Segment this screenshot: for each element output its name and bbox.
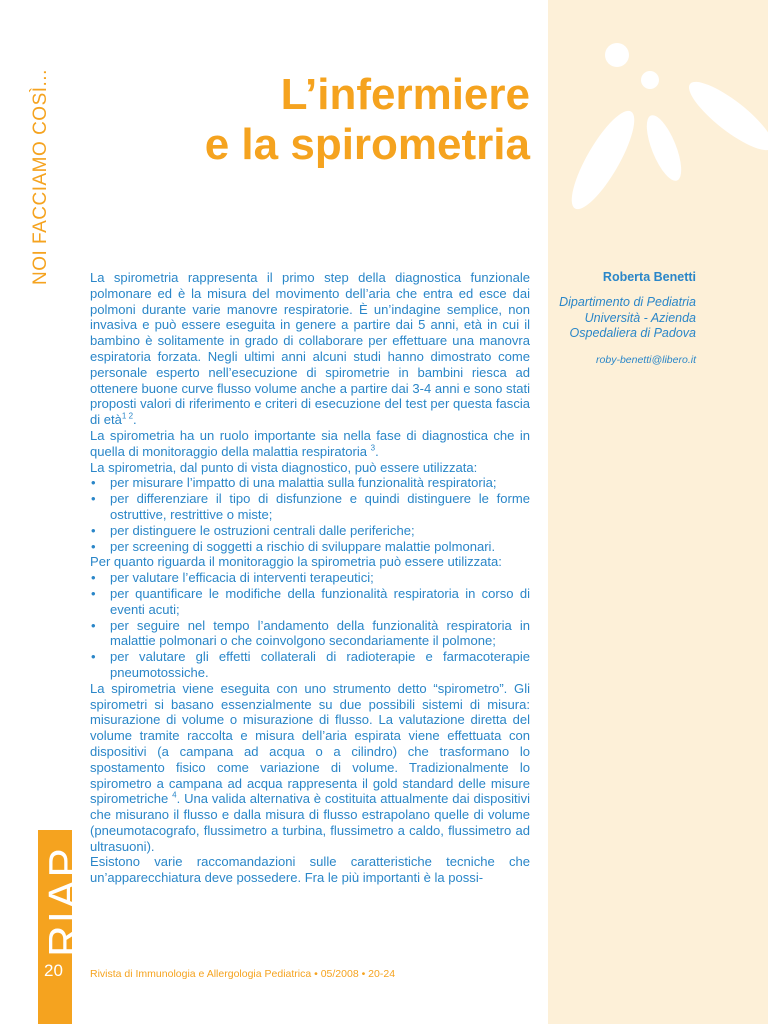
decor-petal-2 [640,111,688,185]
author-affiliation [559,295,696,342]
journal-footer: Rivista di Immunologia e Allergologia Pediatrica • 05/2008 • 20-24 [90,968,396,980]
article-title [205,70,530,170]
list-item: • per quantificare le modifiche della funzionalità respiratoria in corso di eventi acuti; [90,586,530,618]
list-item: • per distinguere le ostruzioni centrali dalle periferiche; [90,523,530,539]
citation: 4 [172,790,177,800]
decor-petal-1 [561,104,645,217]
author-name: Roberta Benetti [602,270,696,284]
citation: 3 [370,443,376,453]
list-item: • per differenziare il tipo di disfunzione e quindi distinguere le forme ostruttive, restrittive o miste; [90,491,530,523]
list-item: • per screening di soggetti a rischio di sviluppare malattie polmonari. [90,539,530,555]
section-label: NOI FACCIAMO COSÌ... [30,69,51,285]
decor-petal-3 [681,72,768,160]
title-line-1: L’infermiere [280,70,530,119]
list-item: • per valutare l’efficacia di interventi terapeutici; [90,570,530,586]
diagnostic-uses-list [90,475,530,554]
affiliation-line: Università - Azienda [584,310,696,325]
paragraph: La spirometria rappresenta il primo step della diagnostica funzionale polmonare ed è la misura del movimento dell’aria che entra ed esce dai polmoni durante varie manovre respiratorie. È un’indagine semplice, non invasiva e può essere eseguita in genere a partire dai 5 anni, età in cui il bambino è solitamente in grado di collaborare per effettuare una manovra espiratoria forzata. Negli ultimi anni alcuni studi hanno dimostrato come personale esperto nell’esecuzione di spirometrie in bambini riesca ad ottenere buone curve flusso volume anche a partire dai 3-4 anni e sono stati proposti valori di riferimento e criteri di esecuzione del test per questa fascia di età$^{1 2}$. [90,270,530,428]
decor-dot-2 [641,71,659,89]
journal-logo: RIAP [40,846,89,957]
decor-dot-1 [605,43,629,67]
affiliation-line: Ospedaliera di Padova [569,326,696,340]
paragraph: Esistono varie raccomandazioni sulle caratteristiche tecniche che un’apparecchiatura deve possedere. Fra le più importanti è la possi- [90,854,530,886]
author-block [559,270,696,366]
article-body [90,270,530,886]
citation: 1 2 [121,411,134,421]
author-email[interactable]: roby-benetti@libero.it [596,353,696,366]
paragraph: Per quanto riguarda il monitoraggio la spirometria può essere utilizzata: [90,554,502,570]
title-line-2: e la spirometria [204,120,530,169]
page-number: 20 [44,961,63,980]
list-item: • per valutare gli effetti collaterali di radioterapie e farmacoterapie pneumotossiche. [90,649,530,681]
list-item: • per misurare l’impatto di una malattia sulla funzionalità respiratoria; [90,475,530,491]
paragraph: La spirometria ha un ruolo importante sia nella fase di diagnostica che in quella di monitoraggio della malattia respiratoria $^3$. [90,427,530,459]
paragraph: La spirometria, dal punto di vista diagnostico, può essere utilizzata: [90,459,478,475]
paragraph: La spirometria viene eseguita con uno strumento detto “spirometro”. Gli spirometri si basano essenzialmente su due possibili sistemi di misura: misurazione di volume o misurazione di flusso. La valutazione diretta del volume tramite raccolta e misura dell’aria espirata viene effettuata con dispositivi (a campana ad acqua o a cilindro) che trasformano lo spostamento fisico come variazione di volume. Tradizionalmente lo spirometro a campana ad acqua rappresenta il gold standard delle misure spirometriche $^4$. Una valida alternativa è costituita attualmente dai dispositivi che misurano il flusso e dalla misura di flusso estrapolano quelle di volume (pneumotacografo, flussimetro a turbina, flussimetro a caldo, flussimetro ad ultrasuoni). [90,680,531,854]
decorative-figure [548,0,768,220]
monitoring-uses-list [90,570,530,681]
affiliation-line: Dipartimento di Pediatria [559,295,696,309]
list-item: • per seguire nel tempo l’andamento della funzionalità respiratoria in malattie polmonari o che coinvolgono secondariamente il polmone; [90,618,530,650]
